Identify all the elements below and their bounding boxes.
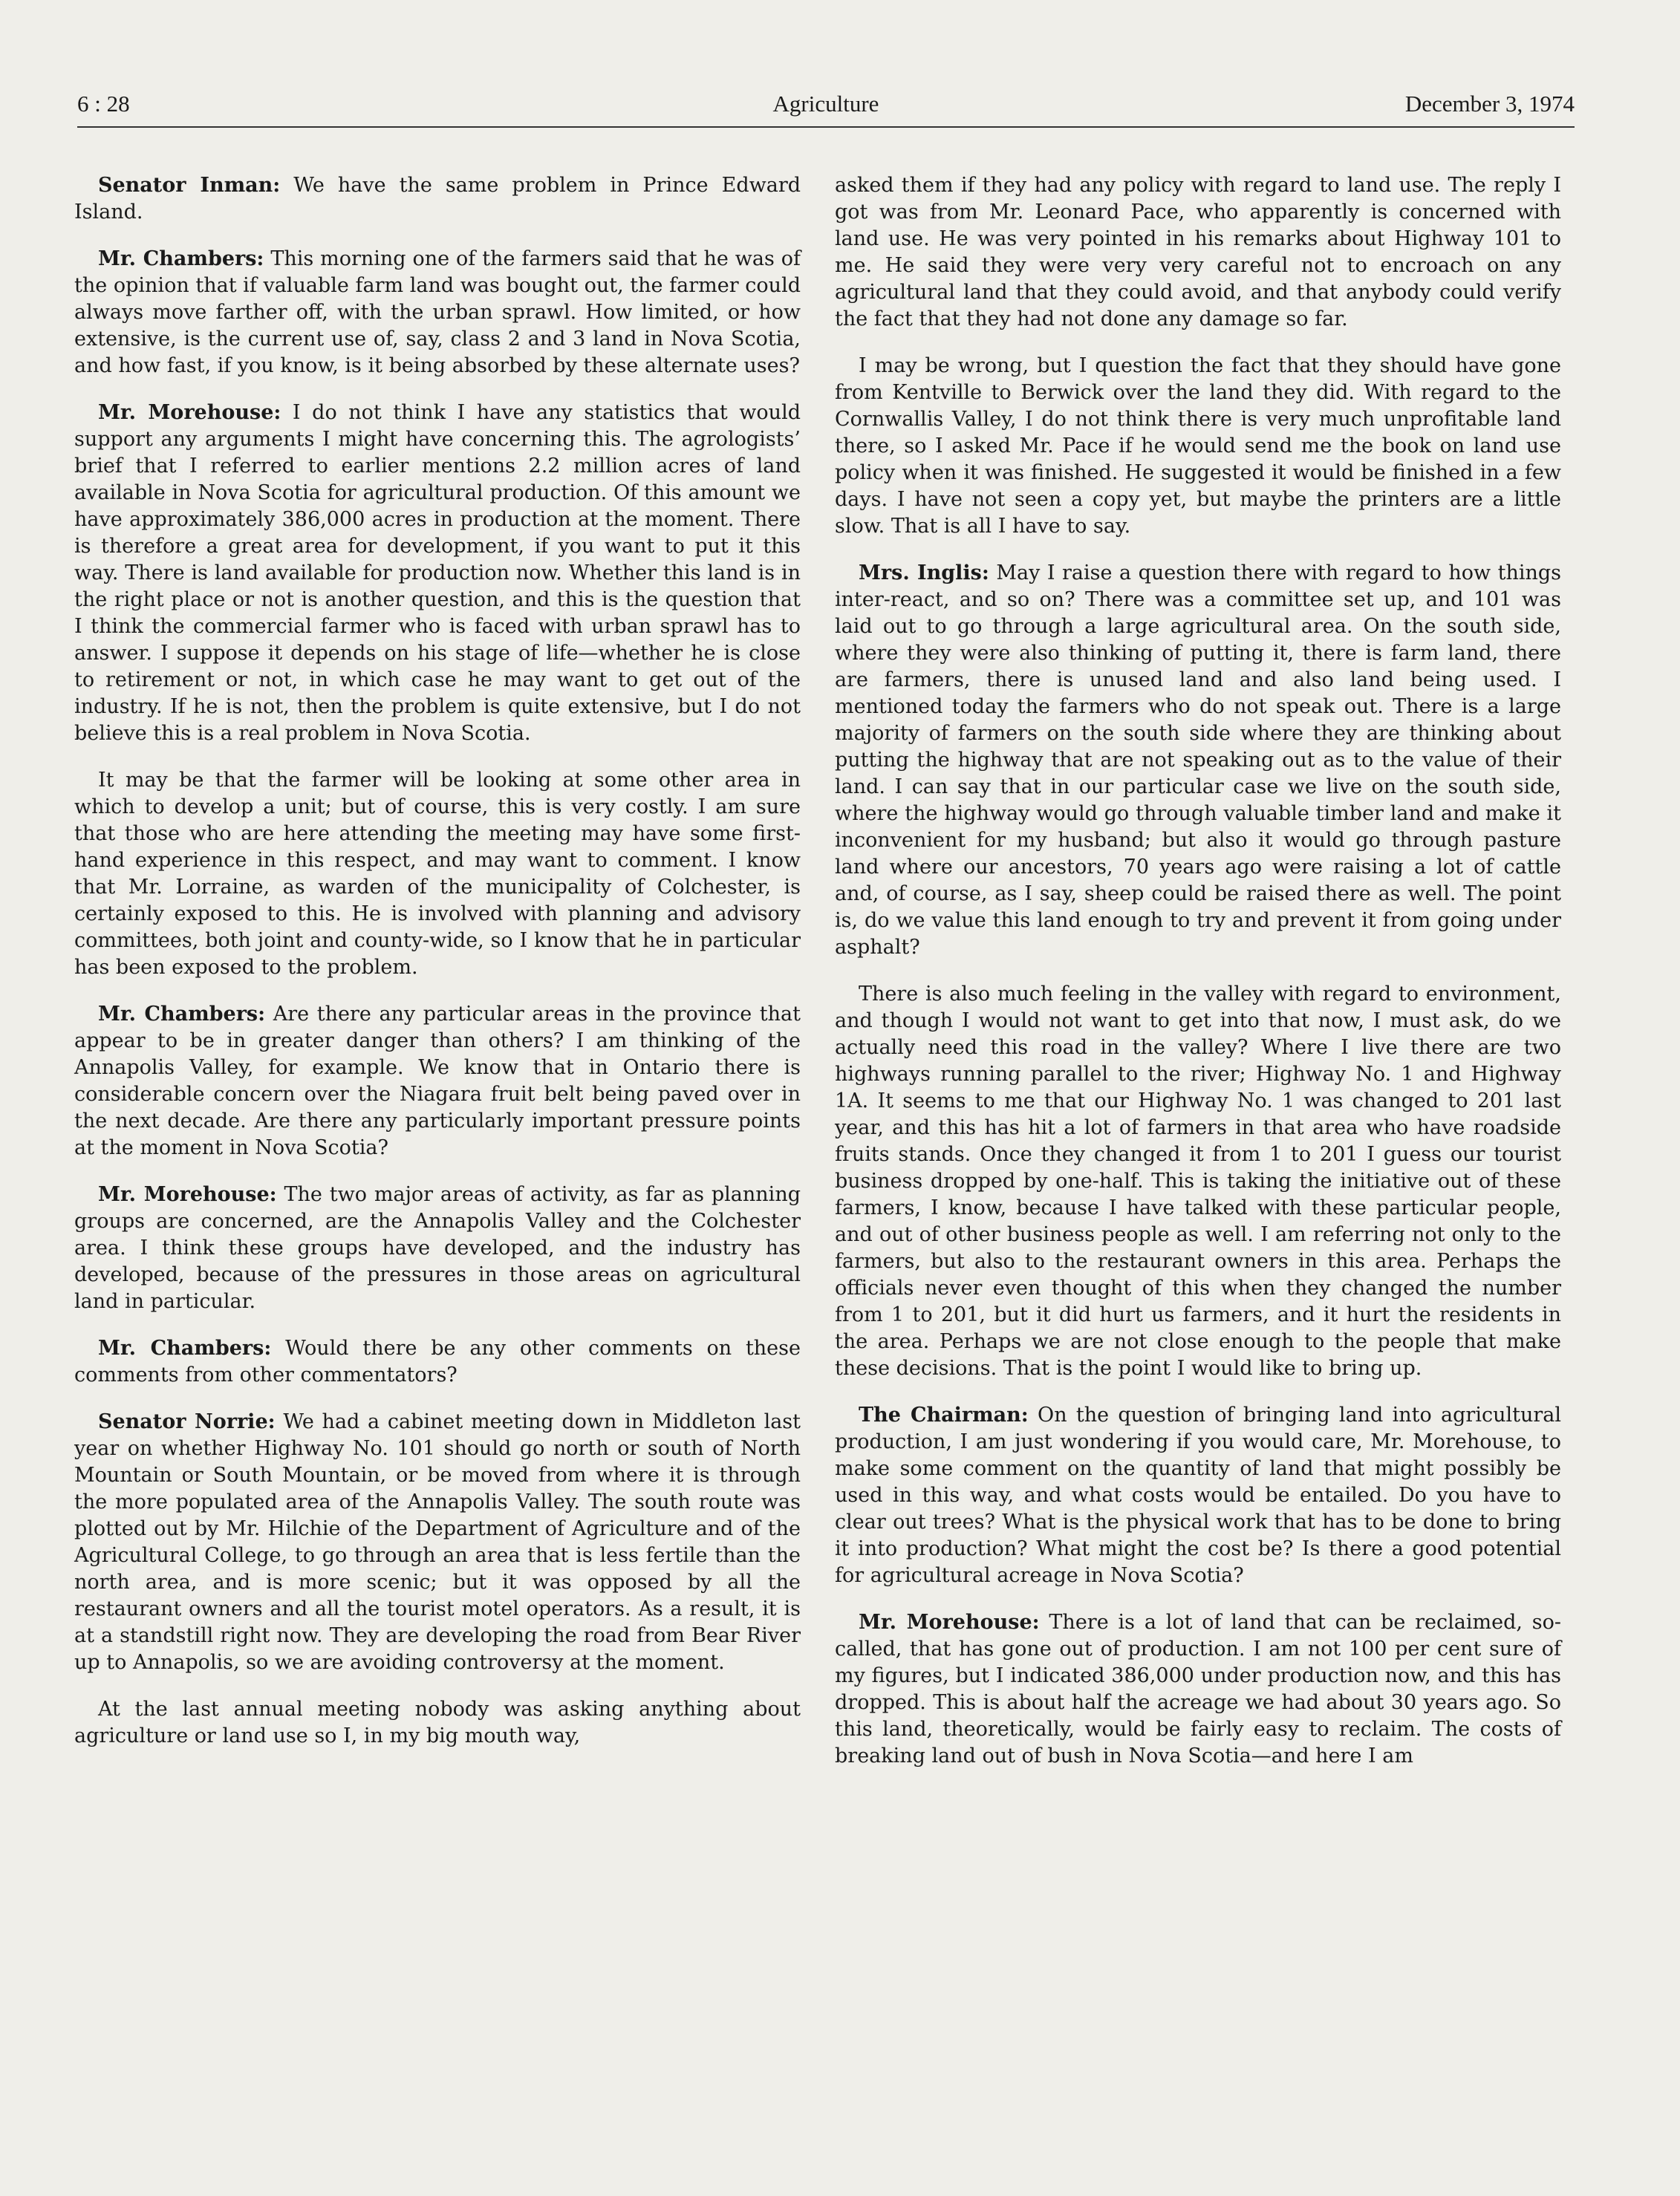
header-rule [77, 126, 1575, 128]
paragraph [835, 1609, 1561, 1770]
paragraph [835, 981, 1561, 1382]
paragraph [74, 767, 801, 981]
paragraph-text: It may be that the farmer will be looking at some other area in which to develop a unit; but of course, this is very costly. I am sure that those who are here attending the meeting may have some first-hand experience in this respect, and may want to comment. I know that Mr. Lorraine, as warden of the municipality of Colchester, is certainly exposed to this. He is involved with planning and advisory committees, both joint and county-wide, so I know that he in particular has been exposed to the problem. [74, 769, 801, 979]
page-number: 6 : 28 [77, 91, 130, 117]
speaker-name: Senator Norrie: [98, 1410, 276, 1433]
page-header [77, 88, 1575, 125]
speaker-name: Mr. Morehouse: [98, 401, 281, 424]
paragraph-text: There is a lot of land that can be reclaimed, so-called, that has gone out of production. I am not 100 per cent sure of my figures, but I indicated 386,000 under production now, and this has dropped. This is about half the acreage we had about 30 years ago. So this land, theoretically, would be fairly easy to reclaim. The costs of breaking land out of bush in Nova Scotia—and here I am [835, 1611, 1561, 1767]
paragraph-text: I may be wrong, but I question the fact that they should have gone from Kentville to Berwick over the land they did. With regard to the Cornwallis Valley, I do not think there is very much unprofitable land there, so I asked Mr. Pace if he would send me the book on land use policy when it was finished. He suggested it would be finished in a few days. I have not seen a copy yet, but maybe the printers are a little slow. That is all I have to say. [835, 354, 1561, 538]
paragraph-text: The two major areas of activity, as far as planning groups are concerned, are the Annapolis Valley and the Colchester area. I think these groups have developed, and the industry has developed, because of the pressures in those areas on agricultural land in particular. [74, 1183, 801, 1313]
paragraph-text: There is also much feeling in the valley with regard to environment, and though I would not want to get into that now, I must ask, do we actually need this road in the valley? Where I live there are two highways running parallel to the river; Highway No. 1 and Highway 1A. It seems to me that our Highway No. 1 was changed to 201 last year, and this has hit a lot of farmers in that area who have roadside fruits stands. Once they changed it from 1 to 201 I guess our tourist business dropped by one-half. This is taking the initiative out of these farmers, I know, because I have talked with these particular people, and out of other business people as well. I am referring not only to the farmers, but also to the restaurant owners in this area. Perhaps the officials never even thought of this when they changed the number from 1 to 201, but it did hurt us farmers, and it hurt the residents in the area. Perhaps we are not close enough to the people that make these decisions. That is the point I would like to bring up. [835, 983, 1561, 1380]
paragraph-text: asked them if they had any policy with regard to land use. The reply I got was from Mr. Leonard Pace, who apparently is concerned with land use. He was very pointed in his remarks about Highway 101 to me. He said they were very very careful not to encroach on any agricultural land that they could avoid, and that anybody could verify the fact that they had not done any damage so far. [835, 174, 1561, 330]
paragraph-text: We had a cabinet meeting down in Middleton last year on whether Highway No. 101 should go north or south of North Mountain or South Mountain, or be moved from where it is through the more populated area of the Annapolis Valley. The south route was plotted out by Mr. Hilchie of the Department of Agriculture and of the Agricultural College, to go through an area that is less fertile than the north area, and is more scenic; but it was opposed by all the restaurant owners and all the tourist motel operators. As a result, it is at a standstill right now. They are developing the road from Bear River up to Annapolis, so we are avoiding controversy at the moment. [74, 1410, 801, 1674]
paragraph [74, 1335, 801, 1389]
running-title: Agriculture [772, 91, 879, 117]
paragraph-text: On the question of bringing land into agricultural production, I am just wondering if you would care, Mr. Morehouse, to make some comment on the quantity of land that might possibly be used in this way, and what costs would be entailed. Do you have to clear out trees? What is the physical work that has to be done to bring it into production? What might the cost be? Is there a good potential for agricultural acreage in Nova Scotia? [835, 1404, 1561, 1587]
speaker-name: Mr. Chambers: [98, 1337, 272, 1360]
right-column [835, 172, 1561, 1790]
paragraph-text: This morning one of the farmers said that he was of the opinion that if valuable farm land was bought out, the farmer could always move farther off, with the urban sprawl. How limited, or how extensive, is the current use of, say, class 2 and 3 land in Nova Scotia, and how fast, if you know, is it being absorbed by these alternate uses? [74, 247, 801, 377]
speaker-name: Mr. Chambers: [98, 1003, 266, 1026]
paragraph [835, 1402, 1561, 1589]
paragraph [74, 400, 801, 747]
paragraph-text: We have the same problem in Prince Edward Island. [74, 174, 801, 224]
paragraph-text: May I raise a question there with regard to how things inter-react, and so on? There was a committee set up, and 101 was laid out to go through a large agricultural area. On the south side, where they were also thinking of putting it, there is farm land, there are farmers, there is unused land and also land being used. I mentioned today the farmers who do not speak out. There is a large majority of farmers on the south side where they are thinking about putting the highway that are not speaking out as to the value of their land. I can say that in our particular case we live on the south side, where the highway would go through valuable timber land and make it inconvenient for my husband; but also it would go through pasture land where our ancestors, 70 years ago were raising a lot of cattle and, of course, as I say, sheep could be raised there as well. The point is, do we value this land enough to try and prevent it from going under asphalt? [835, 561, 1562, 959]
paragraph [74, 172, 801, 226]
paragraph [835, 560, 1561, 961]
speaker-name: Senator Inman: [98, 174, 281, 197]
paragraph [74, 1182, 801, 1315]
speaker-name: Mr. Morehouse: [859, 1611, 1040, 1634]
paragraph [835, 172, 1561, 333]
speaker-name: The Chairman: [859, 1404, 1029, 1427]
left-column [74, 172, 801, 1770]
paragraph [74, 1409, 801, 1676]
speaker-name: Mrs. Inglis: [859, 561, 989, 584]
speaker-name: Mr. Morehouse: [98, 1183, 277, 1206]
speaker-name: Mr. Chambers: [98, 247, 264, 270]
paragraph [74, 1696, 801, 1750]
paragraph-text: At the last annual meeting nobody was asking anything about agriculture or land use so I, in my big mouth way, [74, 1698, 801, 1747]
paragraph-text: I do not think I have any statistics that would support any arguments I might have concerning this. The agrologists’ brief that I referred to earlier mentions 2.2 million acres of land available in Nova Scotia for agricultural production. Of this amount we have approximately 386,000 acres in production at the moment. There is therefore a great area for development, if you want to put it this way. There is land available for production now. Whether this land is in the right place or not is another question, and this is the question that I think the commercial farmer who is faced with urban sprawl has to answer. I suppose it depends on his stage of life—whether he is close to retirement or not, in which case he may want to get out of the industry. If he is not, then the problem is quite extensive, but I do not believe this is a real problem in Nova Scotia. [74, 401, 801, 745]
paragraph [74, 246, 801, 379]
paragraph-text: Would there be any other comments on these comments from other commentators? [74, 1337, 801, 1387]
paragraph [74, 1001, 801, 1161]
page-date: December 3, 1974 [1404, 91, 1575, 117]
paragraph-text: Are there any particular areas in the province that appear to be in greater danger than others? I am thinking of the Annapolis Valley, for example. We know that in Ontario there is considerable concern over the Niagara fruit belt being paved over in the next decade. Are there any particularly important pressure points at the moment in Nova Scotia? [74, 1003, 801, 1159]
paragraph [835, 353, 1561, 540]
